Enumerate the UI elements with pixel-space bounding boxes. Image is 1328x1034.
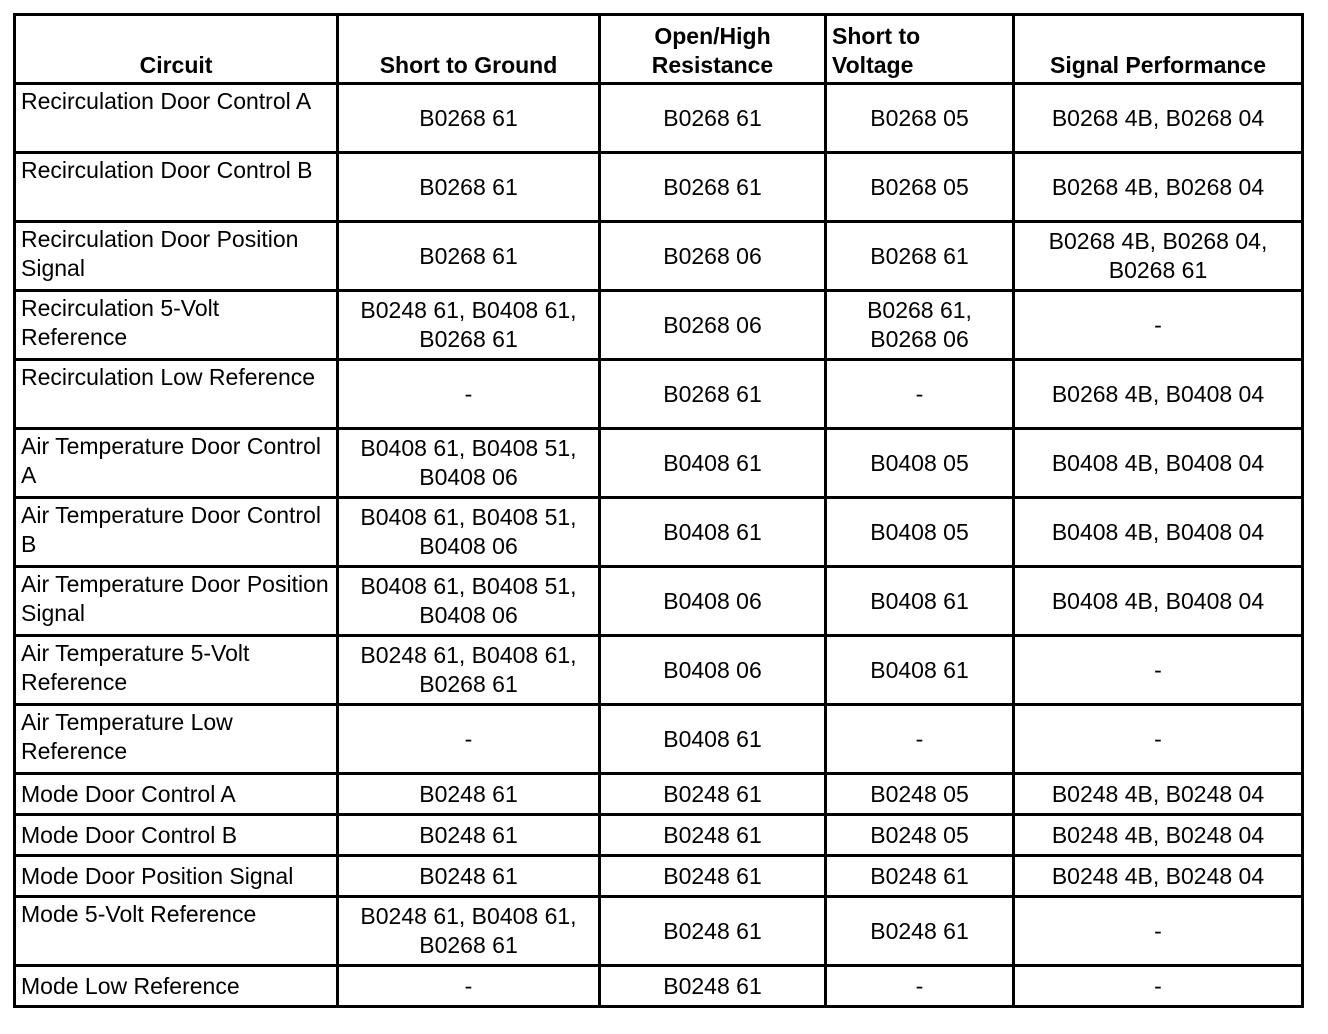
- cell-signal-performance: B0268 4B, B0268 04: [1014, 84, 1303, 153]
- table-row: [15, 291, 1303, 360]
- cell-signal-performance: B0248 4B, B0248 04: [1014, 856, 1303, 897]
- cell-short-to-voltage: B0268 05: [826, 84, 1014, 153]
- table-row: [15, 222, 1303, 291]
- cell-circuit: Recirculation Door Position Signal: [15, 222, 338, 291]
- cell-open-high-resistance: B0408 61: [600, 705, 826, 774]
- cell-open-high-resistance: B0268 61: [600, 84, 826, 153]
- cell-short-to-ground: -: [338, 705, 600, 774]
- table-row: [15, 636, 1303, 705]
- cell-open-high-resistance: B0268 06: [600, 291, 826, 360]
- cell-signal-performance: -: [1014, 291, 1303, 360]
- cell-open-high-resistance: B0248 61: [600, 897, 826, 966]
- header-open-high-resistance: Open/High Resistance: [600, 15, 826, 84]
- cell-open-high-resistance: B0408 61: [600, 429, 826, 498]
- cell-short-to-ground: B0248 61, B0408 61, B0268 61: [338, 636, 600, 705]
- cell-open-high-resistance: B0268 06: [600, 222, 826, 291]
- cell-circuit: Air Temperature 5-Volt Reference: [15, 636, 338, 705]
- header-signal-performance: Signal Performance: [1014, 15, 1303, 84]
- table-row: [15, 429, 1303, 498]
- cell-short-to-voltage: B0248 61: [826, 897, 1014, 966]
- cell-open-high-resistance: B0248 61: [600, 815, 826, 856]
- header-short-to-ground: Short to Ground: [338, 15, 600, 84]
- cell-short-to-voltage: B0268 61: [826, 222, 1014, 291]
- cell-short-to-voltage: B0408 05: [826, 429, 1014, 498]
- header-circuit: Circuit: [15, 15, 338, 84]
- header-row: [15, 15, 1303, 84]
- table-row: [15, 966, 1303, 1007]
- cell-circuit: Recirculation 5-Volt Reference: [15, 291, 338, 360]
- cell-signal-performance: -: [1014, 966, 1303, 1007]
- cell-signal-performance: B0408 4B, B0408 04: [1014, 567, 1303, 636]
- cell-short-to-voltage: B0408 61: [826, 567, 1014, 636]
- cell-short-to-ground: B0268 61: [338, 222, 600, 291]
- dtc-circuit-table: [13, 13, 1304, 1008]
- table-row: [15, 856, 1303, 897]
- table-row: [15, 84, 1303, 153]
- cell-circuit: Mode Door Control B: [15, 815, 338, 856]
- table-body: [15, 84, 1303, 1007]
- cell-short-to-ground: B0408 61, B0408 51, B0408 06: [338, 567, 600, 636]
- cell-circuit: Recirculation Door Control A: [15, 84, 338, 153]
- cell-short-to-ground: B0248 61: [338, 774, 600, 815]
- cell-short-to-voltage: -: [826, 360, 1014, 429]
- cell-short-to-voltage: B0268 61, B0268 06: [826, 291, 1014, 360]
- table-row: [15, 360, 1303, 429]
- cell-circuit: Mode 5-Volt Reference: [15, 897, 338, 966]
- cell-signal-performance: B0268 4B, B0408 04: [1014, 360, 1303, 429]
- cell-circuit: Air Temperature Door Position Signal: [15, 567, 338, 636]
- cell-short-to-voltage: B0248 61: [826, 856, 1014, 897]
- cell-short-to-ground: -: [338, 360, 600, 429]
- cell-short-to-voltage: B0248 05: [826, 774, 1014, 815]
- table-row: [15, 774, 1303, 815]
- cell-short-to-ground: B0408 61, B0408 51, B0408 06: [338, 498, 600, 567]
- table-row: [15, 897, 1303, 966]
- cell-signal-performance: B0248 4B, B0248 04: [1014, 774, 1303, 815]
- cell-circuit: Air Temperature Door Control A: [15, 429, 338, 498]
- cell-short-to-voltage: B0268 05: [826, 153, 1014, 222]
- cell-short-to-ground: B0268 61: [338, 153, 600, 222]
- cell-open-high-resistance: B0408 61: [600, 498, 826, 567]
- cell-short-to-ground: B0248 61, B0408 61, B0268 61: [338, 291, 600, 360]
- cell-short-to-voltage: B0408 05: [826, 498, 1014, 567]
- cell-signal-performance: B0268 4B, B0268 04: [1014, 153, 1303, 222]
- cell-short-to-voltage: -: [826, 966, 1014, 1007]
- cell-open-high-resistance: B0408 06: [600, 567, 826, 636]
- table-row: [15, 567, 1303, 636]
- cell-signal-performance: B0248 4B, B0248 04: [1014, 815, 1303, 856]
- cell-open-high-resistance: B0248 61: [600, 966, 826, 1007]
- table-header: [15, 15, 1303, 84]
- cell-signal-performance: -: [1014, 636, 1303, 705]
- table-row: [15, 815, 1303, 856]
- cell-circuit: Mode Low Reference: [15, 966, 338, 1007]
- cell-signal-performance: B0268 4B, B0268 04, B0268 61: [1014, 222, 1303, 291]
- cell-open-high-resistance: B0408 06: [600, 636, 826, 705]
- cell-open-high-resistance: B0268 61: [600, 360, 826, 429]
- header-short-to-voltage: Short to Voltage: [826, 15, 1014, 84]
- cell-circuit: Mode Door Position Signal: [15, 856, 338, 897]
- cell-circuit: Air Temperature Low Reference: [15, 705, 338, 774]
- cell-short-to-voltage: B0248 05: [826, 815, 1014, 856]
- cell-open-high-resistance: B0248 61: [600, 774, 826, 815]
- cell-short-to-voltage: B0408 61: [826, 636, 1014, 705]
- cell-short-to-ground: B0248 61: [338, 856, 600, 897]
- cell-signal-performance: B0408 4B, B0408 04: [1014, 498, 1303, 567]
- cell-short-to-ground: B0268 61: [338, 84, 600, 153]
- cell-signal-performance: -: [1014, 897, 1303, 966]
- cell-circuit: Air Temperature Door Control B: [15, 498, 338, 567]
- cell-circuit: Recirculation Door Control B: [15, 153, 338, 222]
- table-row: [15, 498, 1303, 567]
- cell-short-to-ground: -: [338, 966, 600, 1007]
- cell-short-to-ground: B0248 61: [338, 815, 600, 856]
- table-row: [15, 705, 1303, 774]
- cell-circuit: Recirculation Low Reference: [15, 360, 338, 429]
- cell-short-to-ground: B0408 61, B0408 51, B0408 06: [338, 429, 600, 498]
- cell-signal-performance: -: [1014, 705, 1303, 774]
- cell-open-high-resistance: B0248 61: [600, 856, 826, 897]
- cell-short-to-ground: B0248 61, B0408 61, B0268 61: [338, 897, 600, 966]
- table-row: [15, 153, 1303, 222]
- cell-open-high-resistance: B0268 61: [600, 153, 826, 222]
- cell-circuit: Mode Door Control A: [15, 774, 338, 815]
- cell-short-to-voltage: -: [826, 705, 1014, 774]
- cell-signal-performance: B0408 4B, B0408 04: [1014, 429, 1303, 498]
